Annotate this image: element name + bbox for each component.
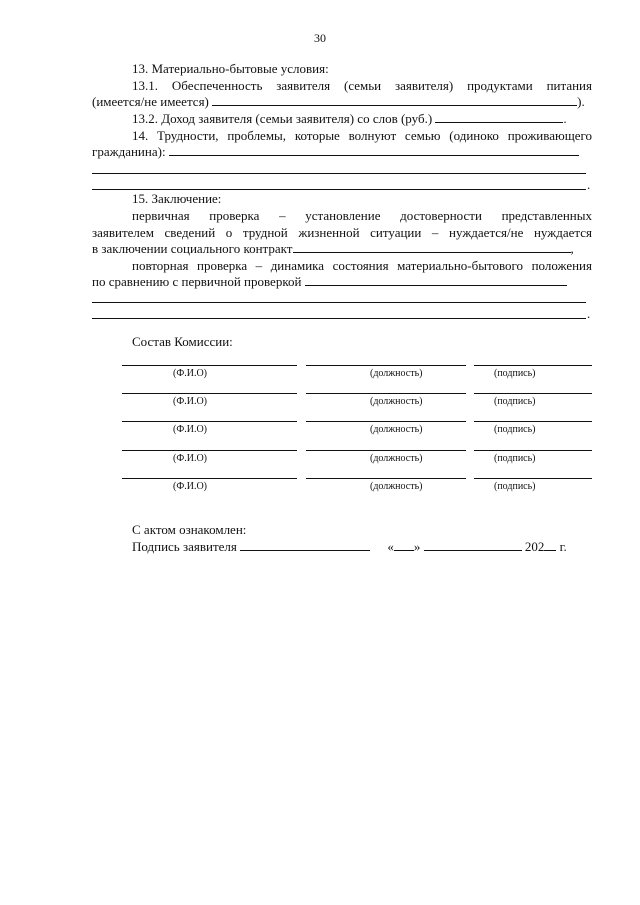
section-13-1-suffix: ). [577,94,585,109]
member-1-position-line[interactable] [306,365,466,366]
primary-check-suffix: , [570,241,574,256]
section-13-heading: 13. Материально-бытовые условия: [132,61,329,76]
primary-check-line2: заявителем сведений о трудной жизненной ситуации – нуждается/не нуждается [92,225,592,240]
date-day-field[interactable] [394,539,414,551]
date-close-quote: » [413,539,421,554]
member-2-signature-line[interactable] [474,393,592,394]
repeat-check-line2 [92,274,592,291]
date-open-quote: « [387,539,394,554]
member-2-position-label: (должность) [370,396,423,407]
member-1-name-line[interactable] [122,365,297,366]
repeat-check-prefix: по сравнению с первичной проверкой [92,274,302,289]
member-4-name-label: (Ф.И.О) [173,453,208,464]
member-3-signature-label: (подпись) [494,424,536,435]
date-year-field[interactable] [544,539,556,551]
section-15-heading: 15. Заключение: [132,191,222,206]
section-14-line2 [92,144,592,161]
repeat-check-line1: повторная проверка – динамика состояния материально-бытового положения [132,258,592,273]
dynamics-field-3[interactable] [92,318,586,319]
member-2-signature-label: (подпись) [494,396,536,407]
member-5-signature-line[interactable] [474,478,592,479]
date-month-field[interactable] [424,539,522,551]
income-field[interactable] [435,111,563,123]
member-4-name-line[interactable] [122,450,297,451]
section-13-1-line1: 13.1. Обеспеченность заявителя (семьи заявителя) продуктами питания [132,78,592,93]
difficulties-field-1[interactable] [169,144,579,156]
member-1-signature-line[interactable] [474,365,592,366]
date-year-label: 202 [524,539,545,554]
section-13-1-prefix: (имеется/не имеется) [92,94,209,109]
applicant-signature-label: Подпись заявителя [132,539,237,554]
section-13-2-line [92,111,592,128]
section-14-prefix: гражданина): [92,144,166,159]
member-2-name-line[interactable] [122,393,297,394]
section-13-1-line2 [92,94,592,111]
section-14-line1: 14. Трудности, проблемы, которые волнуют семью (одиноко проживающего [132,128,592,143]
primary-check-prefix: в заключении социального контракт [92,241,293,256]
member-5-position-line[interactable] [306,478,466,479]
social-contract-field[interactable] [293,241,571,253]
member-2-name-label: (Ф.И.О) [173,396,208,407]
member-4-signature-label: (подпись) [494,453,536,464]
member-5-name-line[interactable] [122,478,297,479]
section-13-2-prefix: 13.2. Доход заявителя (семьи заявителя) со слов (руб.) [132,111,433,126]
section-13-2-suffix: . [563,111,567,126]
food-availability-field[interactable] [212,94,577,106]
member-3-name-label: (Ф.И.О) [173,424,208,435]
commission-title: Состав Комиссии: [132,334,233,349]
member-2-position-line[interactable] [306,393,466,394]
primary-check-line1: первичная проверка – установление достоверности представленных [132,208,592,223]
dynamics-field-1[interactable] [305,274,567,286]
section-15-end-dot: . [587,306,591,321]
page-number: 30 [314,31,326,45]
acknowledgement-line2 [132,539,592,556]
section-14-end-dot: . [587,177,591,192]
member-5-name-label: (Ф.И.О) [173,481,208,492]
primary-check-line3 [92,241,592,258]
member-3-signature-line[interactable] [474,421,592,422]
member-1-name-label: (Ф.И.О) [173,368,208,379]
member-3-position-line[interactable] [306,421,466,422]
member-4-signature-line[interactable] [474,450,592,451]
difficulties-field-3[interactable] [92,189,586,190]
member-4-position-label: (должность) [370,453,423,464]
difficulties-field-2[interactable] [92,173,586,174]
member-1-position-label: (должность) [370,368,423,379]
dynamics-field-2[interactable] [92,302,586,303]
member-4-position-line[interactable] [306,450,466,451]
member-5-position-label: (должность) [370,481,423,492]
member-1-signature-label: (подпись) [494,368,536,379]
member-5-signature-label: (подпись) [494,481,536,492]
date-year-suffix: г. [559,539,567,554]
member-3-position-label: (должность) [370,424,423,435]
member-3-name-line[interactable] [122,421,297,422]
applicant-signature-field[interactable] [240,539,370,551]
acknowledgement-line1: С актом ознакомлен: [132,522,247,537]
